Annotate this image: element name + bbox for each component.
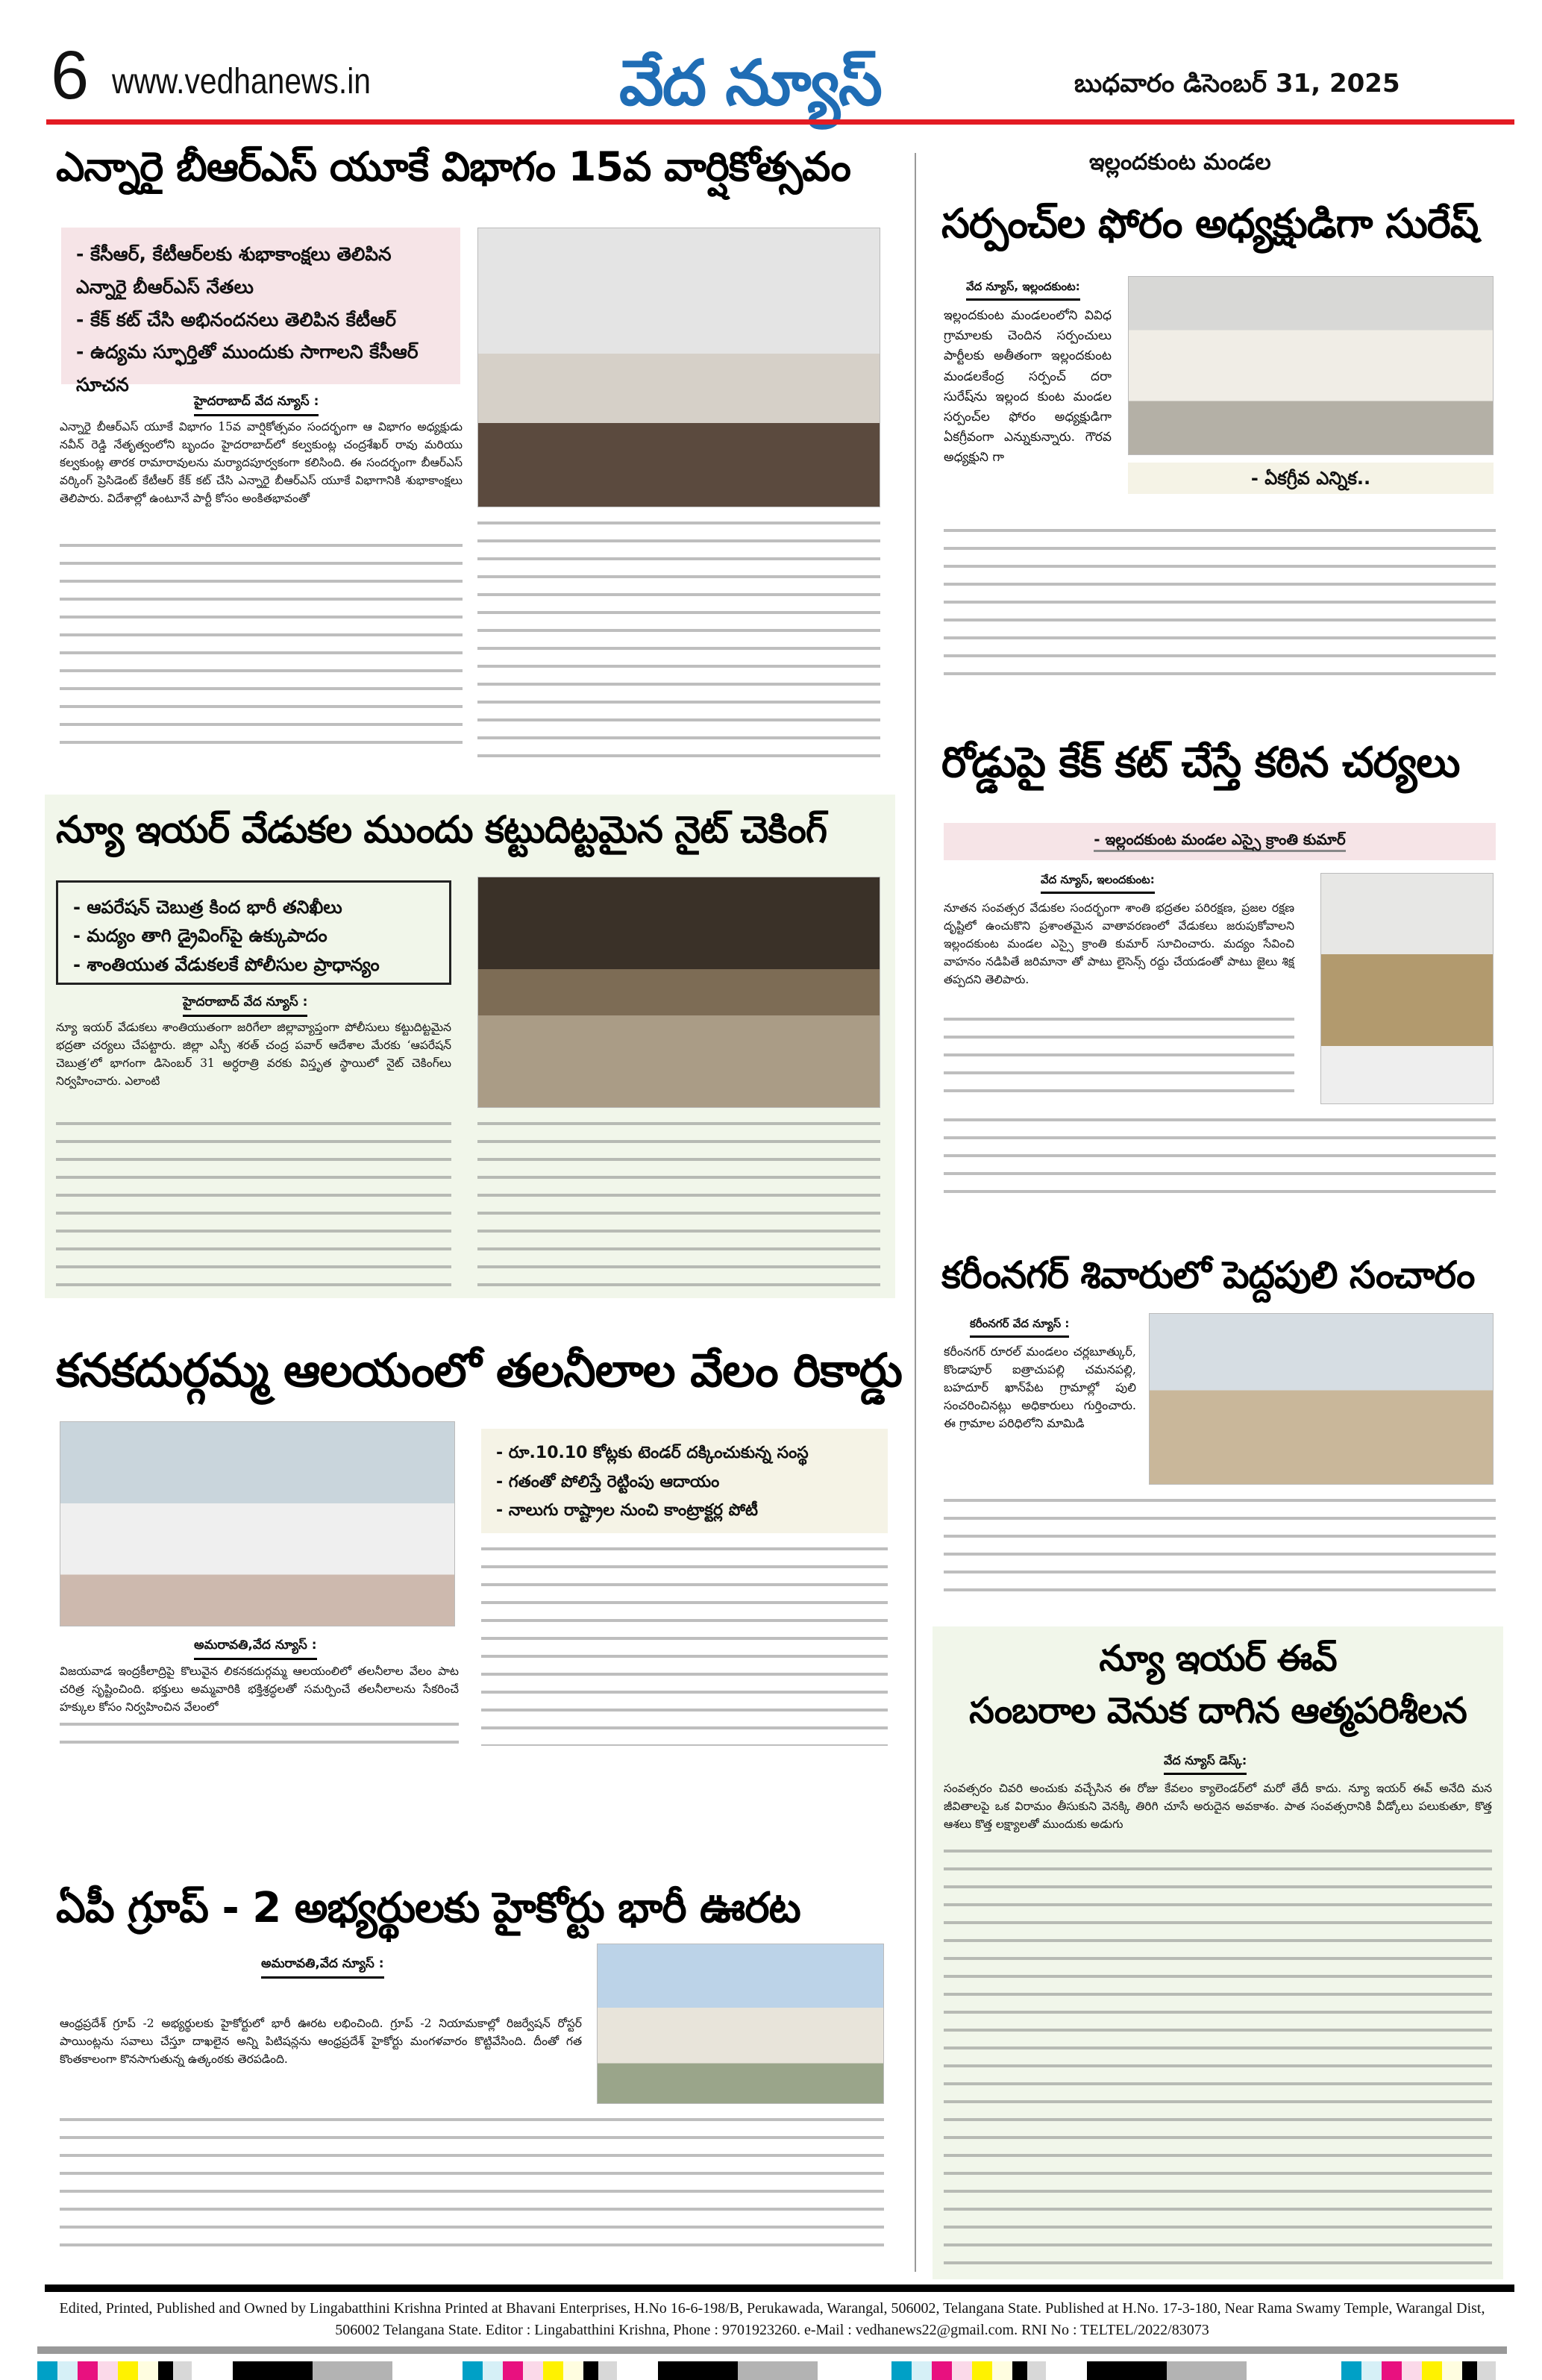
footer-grey-rule bbox=[37, 2346, 1507, 2354]
article-body-continuation bbox=[477, 1115, 880, 1291]
highlight-item: - కేక్ కట్ చేసి అభినందనలు తెలిపిన కేటీఆర్ bbox=[76, 308, 396, 331]
photo-sarpanch-group bbox=[1128, 276, 1494, 455]
photo-police-night-checking bbox=[477, 877, 880, 1108]
website-url[interactable]: www.vedhanews.in bbox=[112, 62, 371, 101]
dateline: హైదరాబాద్ వేద న్యూస్ : bbox=[194, 394, 319, 416]
article-body: ఇల్లందకుంట మండలంలోని వివిధ గ్రామాలకు చెందిన సర్పంచులు పార్టీలకు అతీతంగా ఇల్లందకుంట మండలకేంద్ర సర్పంచ్ దరా సురేష్‌ను ఇల్లంద కుంట మండల సర్పంచ్‌ల ఫోరం అధ్యక్షుడిగా ఏకగ్రీవంగా ఎన్నుకున్నారు. గౌరవ అధ్యక్షుని గా bbox=[944, 308, 1112, 466]
article-body-continuation bbox=[60, 537, 463, 757]
dateline: అమరావతి,వేద న్యూస్ : bbox=[261, 1956, 384, 1979]
column-divider bbox=[915, 153, 916, 2272]
article-night-checking-panel bbox=[45, 795, 895, 1298]
article-body-continuation bbox=[944, 522, 1496, 675]
photo-caption: - ఏకగ్రీవ ఎన్నిక.. bbox=[1128, 463, 1494, 494]
article-new-year-eve-headline-line1: న్యూ ఇయర్ ఈవ్ bbox=[1099, 1638, 1337, 1679]
photo-tiger-pugmarks bbox=[1149, 1313, 1494, 1485]
newspaper-logo: వేద న్యూస్ bbox=[619, 46, 881, 119]
highlight-item: - ఉద్యమ స్ఫూర్తితో ముందుకు సాగాలని కేసీఆర్ సూచన bbox=[76, 341, 419, 395]
article-body: సంవత్సరం చివరి అంచుకు వచ్చేసిన ఈ రోజు కేవలం క్యాలెండర్‌లో మరో తేదీ కాదు. న్యూ ఇయర్ ఈవ్ అనేది మన జీవితాలపై ఒక విరామం తీసుకుని వెనక్కి తిరిగి చూసే అరుదైన అవకాశం. పాత సంవత్సరానికి వీడ్కోలు పలుకుతూ, కొత్త ఆశలు కొత్త లక్ష్యాలతో ముందుకు అడుగు bbox=[944, 1782, 1492, 1832]
article-body-continuation bbox=[60, 2111, 884, 2257]
color-registration-strip bbox=[463, 2361, 818, 2380]
article-night-checking-headline: న్యూ ఇయర్ వేడుకల ముందు కట్టుదిట్టమైన నైట్ చెకింగ్ bbox=[56, 808, 827, 851]
article-body-continuation bbox=[60, 1716, 459, 1746]
color-registration-strip bbox=[891, 2361, 1247, 2380]
article-sarpanch-forum-headline: సర్పంచ్‌ల ఫోరం అధ్యక్షుడిగా సురేష్ bbox=[941, 200, 1479, 247]
article-body-continuation bbox=[944, 1112, 1496, 1194]
article-nri-brs-highlights bbox=[61, 228, 460, 395]
issue-date: బుధవారం డిసెంబర్ 31, 2025 bbox=[1074, 69, 1400, 98]
highlight-item: - గతంతో పోలిస్తే రెట్టింపు ఆదాయం bbox=[496, 1472, 720, 1491]
article-kanakadurga-headline: కనకదుర్గమ్మ ఆలయంలో తలనీలాల వేలం రికార్డు bbox=[56, 1343, 902, 1397]
print-line: Edited, Printed, Published and Owned by Lingabatthini Krishna Printed at Bhavani Enterprises, H.No 16-6-198/B, Perukawada, Warangal, 506002, Telangana State. Published at H.No. 17-3-180, Near Rama Swamy Temple, Warangal Dist, 506002 Telangana State. Editor : Lingabatthini Krishna, Phone : 9701923260. e-Mail : vedhanews22@gmail.com. RNI No : TELTEL/2022/83073 bbox=[59, 2300, 1485, 2338]
highlight-item: - ఆపరేషన్ చెబుత్ర కింద భారీ తనిఖీలు bbox=[73, 897, 342, 918]
article-body-continuation bbox=[56, 1115, 451, 1291]
article-tiger-headline: కరీంనగర్ శివారులో పెద్దపులి సంచారం bbox=[941, 1253, 1475, 1297]
article-body-continuation bbox=[944, 1843, 1492, 2268]
article-body-continuation bbox=[944, 1011, 1294, 1104]
masthead-rule bbox=[46, 119, 1514, 125]
dateline: వేద న్యూస్, ఇలందకుంట: bbox=[1041, 873, 1155, 894]
article-body-continuation bbox=[944, 1492, 1496, 1597]
article-body: ఆంధ్రప్రదేశ్ గ్రూప్ -2 అభ్యర్థులకు హైకోర్టులో భారీ ఊరట లభించింది. గ్రూప్ -2 నియామకాల్లో రిజర్వేషన్ రోస్టర్ పాయింట్లను సవాలు చేస్తూ దాఖలైన అన్ని పిటిషన్లను ఆంధ్రప్రదేశ్ హైకోర్టు మంగళవారం కొట్టివేసింది. దీంతో గత కొంతకాలంగా కొనసాగుతున్న ఉత్కంఠకు తెరపడింది. bbox=[60, 2017, 582, 2067]
highlight-item: - నాలుగు రాష్ట్రాల నుంచి కాంట్రాక్టర్ల పోటీ bbox=[496, 1501, 758, 1520]
article-body: నూతన సంవత్సర వేడుకల సందర్భంగా శాంతి భద్రతల పరిరక్షణ, ప్రజల రక్షణ దృష్టిలో ఉంచుకొని ప్రశాంతమైన వాతావరణంలో వేడుకలు జరుపుకోవాలని ఇల్లందకుంట మండల ఎస్సై క్రాంతి కుమార్ సూచించారు. మద్యం సేవించి వాహనం నడిపితే జరిమానా తో పాటు లైసెన్స్ రద్దు చేయడంతో పాటు జైలు శిక్ష తప్పదని తెలిపారు. bbox=[944, 901, 1294, 987]
article-nri-brs-headline: ఎన్నారై బీఆర్ఎస్ యూకే విభాగం 15వ వార్షికోత్సవం bbox=[56, 143, 850, 190]
photo-tonsure-auction bbox=[60, 1421, 455, 1626]
highlight-item: - శాంతియుత వేడుకలకే పోలీసుల ప్రాధాన్యం bbox=[73, 953, 380, 975]
article-body: విజయవాడ ఇంద్రకీలాద్రిపై కొలువైన లికనకదుర్గమ్మ ఆలయంలిలో తలనీలాల వేలం పాట చరిత్ర సృష్టించింది. భక్తులు అమ్మవారికి భక్తిశ్రద్ధలతో సమర్పించే తలనీలాలను సేకరించే హక్కుల కోసం నిర్వహించిన వేలంలో bbox=[60, 1665, 459, 1714]
dateline: అమరావతి,వేద న్యూస్ : bbox=[194, 1638, 317, 1660]
article-body: కరీంనగర్ రూరల్ మండలం చర్లబూత్కుర్, కొండాపూర్ ఐత్రాచుపల్లి చమనపల్లి, బహదూర్ ఖాన్‌పేట గ్రామాల్లో పులి సంచరించినట్లు అధికారులు గుర్తించారు. ఈ గ్రామాల పరిధిలోని మామిడి bbox=[944, 1344, 1136, 1430]
photo-si-kranthi-kumar bbox=[1320, 873, 1494, 1104]
article-body: న్యూ ఇయర్ వేడుకలు శాంతియుతంగా జరిగేలా జిల్లావ్యాప్తంగా పోలీసులు కట్టుదిట్టమైన భద్రతా చర్యలు చేపట్టారు. జిల్లా ఎస్పీ శరత్ చంద్ర పవార్ ఆదేశాల మేరకు ‘ఆపరేషన్ చెబుత్ర’లో భాగంగా డిసెంబర్ 31 అర్ధరాత్రి వరకు విస్తృత స్థాయిలో నైట్ చెకింగ్‌లు నిర్వహించారు. ఎలాంటి bbox=[56, 1021, 451, 1089]
dateline: హైదరాబాద్ వేద న్యూస్ : bbox=[183, 995, 307, 1017]
page-number: 6 bbox=[51, 37, 90, 113]
article-kanakadurga-highlights bbox=[481, 1429, 888, 1533]
article-body-continuation bbox=[477, 515, 880, 757]
article-new-year-eve-panel bbox=[933, 1626, 1503, 2279]
color-registration-strip bbox=[1341, 2361, 1496, 2380]
photo-ktr-cake-cutting bbox=[477, 228, 880, 507]
photo-high-court-building bbox=[597, 1944, 884, 2104]
article-body-continuation bbox=[481, 1541, 888, 1746]
subhead-text: - ఇల్లందకుంట మండల ఎస్సై క్రాంతి కుమార్ bbox=[1094, 830, 1345, 852]
dateline: వేద న్యూస్, ఇల్లందకుంట: bbox=[966, 280, 1080, 301]
section-kicker: ఇల్లందకుంట మండల bbox=[1089, 149, 1271, 175]
highlight-item: - రూ.10.10 కోట్లకు టెండర్ దక్కించుకున్న సంస్థ bbox=[496, 1444, 809, 1462]
article-ap-group2-headline: ఏపీ గ్రూప్ - 2 అభ్యర్థులకు హైకోర్టు భారీ ఊరట bbox=[56, 1884, 800, 1932]
article-subhead bbox=[944, 823, 1496, 860]
article-new-year-eve-headline-line2: సంబరాల వెనుక దాగిన ఆత్మపరిశీలన bbox=[969, 1690, 1467, 1732]
highlight-item: - మద్యం తాగి డ్రైవింగ్‌పై ఉక్కుపాదం bbox=[73, 925, 327, 947]
article-cake-road-headline: రోడ్డుపై కేక్ కట్ చేస్తే కఠిన చర్యలు bbox=[941, 739, 1460, 787]
highlight-item: - కేసీఆర్, కేటీఆర్‌లకు శుభాకాంక్షలు తెలిపిన ఎన్నారై బీఆర్ఎస్ నేతలు bbox=[76, 243, 392, 298]
article-body: ఎన్నారై బీఆర్ఎస్ యూకే విభాగం 15వ వార్షికోత్సవం సందర్భంగా ఆ విభాగం అధ్యక్షుడు నవీన్ రెడ్డి నేతృత్వంలోని బృందం హైదరాబాద్‌లో కల్వకుంట్ల చంద్రశేఖర్ రావు మరియు కల్వకుంట్ల తారక రామారావులను మర్యాదపూర్వకంగా కలిసింది. ఈ సందర్భంగా బీఆర్ఎస్ వర్కింగ్ ప్రెసిడెంట్ కేటీఆర్ కేక్ కట్ చేసి ఎన్నారై బీఆర్ఎస్ యూకే విభాగానికి శుభాకాంక్షలు తెలిపారు. విదేశాల్లో ఉంటూనే పార్టీ కోసం అంకితభావంతో bbox=[60, 420, 463, 506]
footer-rule bbox=[45, 2285, 1514, 2292]
dateline: కరీంనగర్ వేద న్యూస్ : bbox=[970, 1317, 1069, 1338]
dateline: వేద న్యూస్ డెస్క్: bbox=[1164, 1753, 1247, 1775]
color-registration-strip bbox=[37, 2361, 392, 2380]
article-night-checking-highlights bbox=[56, 880, 451, 985]
